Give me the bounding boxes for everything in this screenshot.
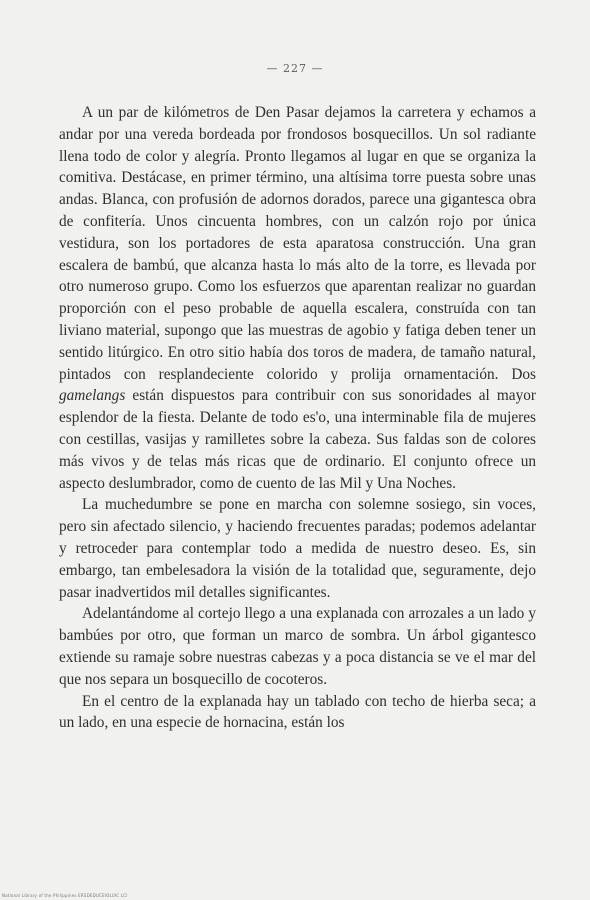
paragraph-3: Adelantándome al cortejo llego a una explanada con arrozales a un lado y bambúes por otro, que forman un marco de sombra. Un árbol gigantesco extiende su ramaje sobre nuestras cabezas y a poca distancia se ve el mar del que nos separa un bosquecillo de cocoteros.: [59, 605, 536, 688]
page-number: — 227 —: [266, 62, 324, 75]
italic-term: gamelangs: [59, 387, 126, 405]
paragraph-1: [59, 102, 536, 494]
paragraph-1-end: están dispuestos para contribuir con sus sonoridades al mayor esplendor de la fiesta. Delante de todo es'o, una interminable fila de mujeres con cestillas, vasijas y ramilletes sobre la cabeza. Sus faldas son de colores más vivos y de telas más ricas que de ordinario. El conjunto ofrece un aspecto deslumbrador, como de cuento de las Mil y Una Noches.: [59, 387, 536, 492]
library-footer: National Library of the Philippines ERSDEDUCEIOLUIC LCI: [2, 893, 128, 898]
paragraph-1-start: A un par de kilómetros de Den Pasar dejamos la carretera y echamos a andar por una vereda bordeada por frondosos bosquecillos. Un sol radiante llena todo de color y alegría. Pronto llegamos al lugar en que se organiza la comitiva. Destácase, en primer término, una altísima torre puesta sobre unas andas. Blanca, con profusión de adornos dorados, parece una gigantesca obra de confitería. Unos cincuenta hombres, con un calzón rojo por única vestidura, son los portadores de esta aparatosa construcción. Una gran escalera de bambú, que alcanza hasta lo más alto de la torre, es llevada por otro numeroso grupo. Como los esfuerzos que aparentan realizar no guardan proporción con el peso probable de aquella escalera, construída con tan liviano material, supongo que las muestras de agobio y fatiga deben tener un sentido litúrgico. En otro sitio había dos toros de madera, de tamaño natural, pintados con resplandeciente colorido y prolija ornamentación. Dos: [59, 104, 536, 383]
paragraph-2: La muchedumbre se pone en marcha con solemne sosiego, sin voces, pero sin afectado silencio, y haciendo frecuentes paradas; podemos adelantar y retroceder para contemplar todo a medida de nuestro deseo. Es, sin embargo, tan embelesadora la visión de la totalidad que, seguramente, dejo pasar inadvertidos mil detalles significantes.: [59, 496, 536, 601]
body-text: [59, 102, 536, 734]
paragraph-4: En el centro de la explanada hay un tablado con techo de hierba seca; a un lado, en una especie de hornacina, están los: [59, 692, 536, 732]
